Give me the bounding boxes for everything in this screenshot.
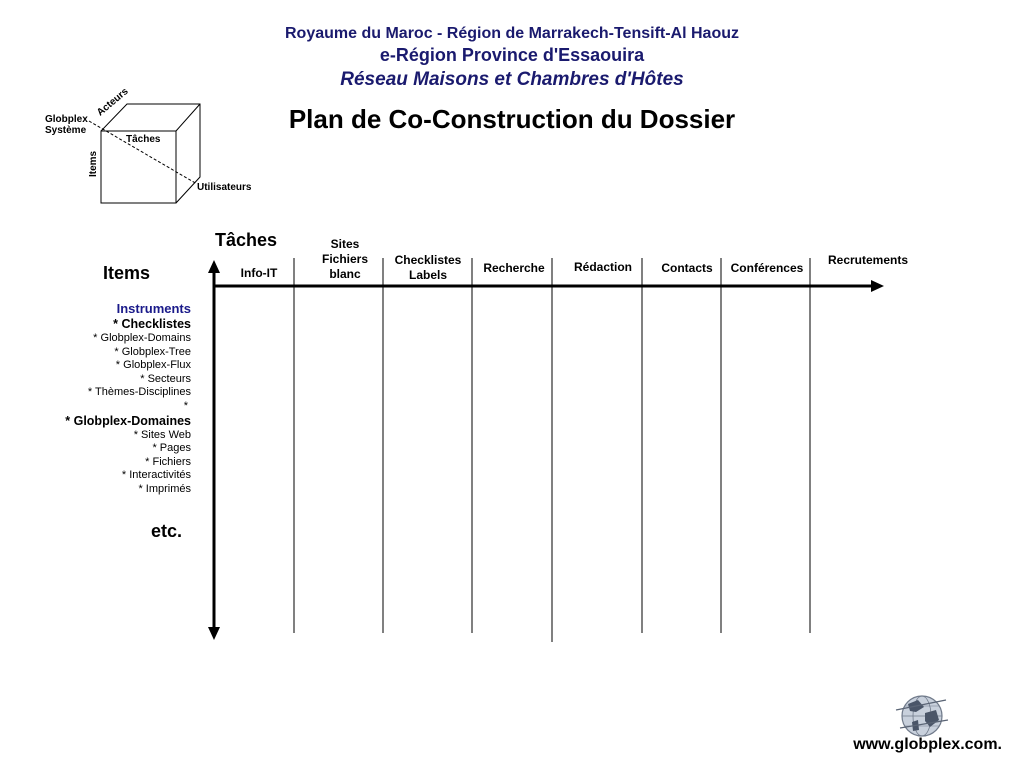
list-item-flux: * Globplex-Flux (115, 359, 191, 372)
column-header-info-it (220, 266, 298, 281)
column-header-recherche-text: Recherche (483, 261, 545, 275)
list-item-etc: etc. (151, 521, 183, 541)
list-item-instruments: Instruments (116, 301, 191, 316)
list-item-domains: * Globplex-Domains (93, 332, 191, 344)
column-header-recherche (474, 261, 554, 276)
header-line-3: Réseau Maisons et Chambres d'Hôtes (340, 69, 684, 90)
cube-label-items: Items (88, 150, 99, 177)
column-header-sites-line2: Fichiers (321, 252, 369, 266)
column-header-sites-line1: Sites (330, 237, 360, 251)
items-axis-arrow-down (208, 627, 220, 640)
column-header-redaction (560, 260, 646, 275)
column-header-checklistes (385, 253, 471, 283)
footer-url-link[interactable]: www.globplex.com. (853, 736, 1002, 753)
cube-label-taches: Tâches (126, 134, 161, 145)
cube-top-edge (176, 104, 200, 131)
column-header-checklistes-line1: Checklistes (394, 253, 462, 267)
cube-label-acteurs: Acteurs (95, 86, 131, 119)
cube-label-utilisateurs: Utilisateurs (197, 182, 252, 193)
column-header-contacts (644, 261, 730, 276)
list-item-sites-web: * Sites Web (133, 428, 191, 441)
column-header-conferences-text: Conférences (730, 261, 804, 275)
column-dividers (294, 258, 810, 642)
column-header-recrutements (818, 253, 918, 268)
header-line-2: e-Région Province d'Essaouira (379, 45, 645, 65)
items-list (65, 300, 191, 497)
list-item-pages: * Pages (152, 442, 191, 455)
cube-back-edges (101, 104, 200, 203)
cube-diagram (89, 104, 200, 203)
list-item-checklistes: * Checklistes (113, 317, 191, 331)
items-axis-label: Items (103, 263, 151, 283)
column-header-info-it-text: Info-IT (240, 266, 278, 280)
list-item-secteurs: * Secteurs (140, 372, 191, 385)
list-item-interactivites: * Interactivités (121, 469, 191, 482)
column-header-redaction-text: Rédaction (573, 260, 632, 274)
header-line-1: Royaume du Maroc - Région de Marrakech-Tensift-Al Haouz (285, 25, 739, 42)
column-header-conferences (724, 261, 810, 276)
globe-logo-icon (896, 696, 948, 736)
list-item-themes: * Thèmes-Disciplines (87, 386, 191, 399)
column-header-sites (305, 237, 385, 282)
list-item-tree: * Globplex-Tree (114, 345, 191, 358)
column-header-contacts-text: Contacts (661, 261, 713, 275)
cube-label-systeme: Système (45, 125, 87, 136)
column-header-sites-line3: blanc (329, 267, 361, 281)
column-header-recrutements-text: Recrutements (827, 253, 909, 267)
list-item-imprimes: * Imprimés (138, 482, 191, 495)
taches-axis-label: Tâches (215, 230, 278, 250)
list-item-domaines: * Globplex-Domaines (65, 413, 191, 428)
column-header-checklistes-line2: Labels (408, 268, 447, 282)
page-title: Plan de Co-Construction du Dossier (288, 104, 736, 134)
taches-axis-arrow (871, 280, 884, 292)
items-axis-arrow-up (208, 260, 220, 273)
items-axis (208, 260, 220, 640)
list-item-fichiers: * Fichiers (145, 455, 191, 468)
cube-diagonal (89, 121, 197, 184)
cube-label-globplex: Globplex (45, 114, 88, 125)
list-item-star: * (183, 399, 188, 412)
